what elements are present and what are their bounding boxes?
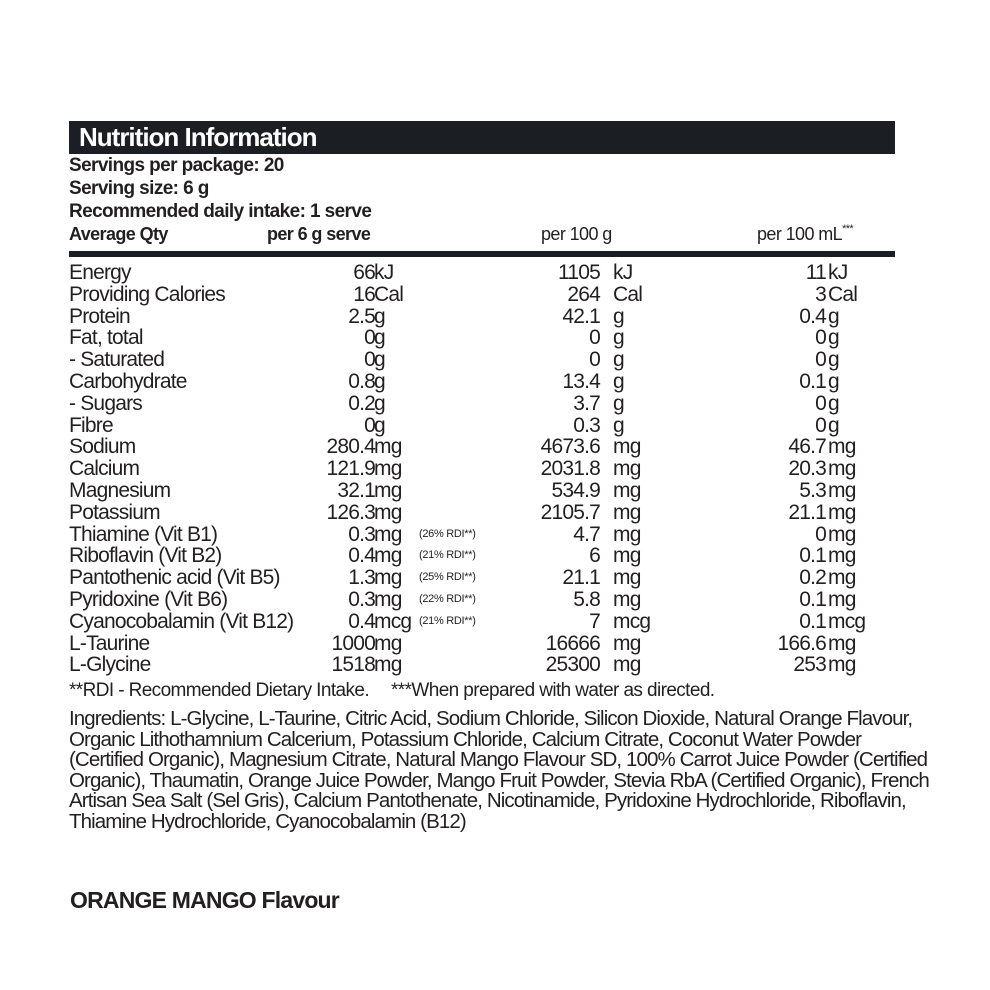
cell-name: Potassium bbox=[69, 500, 160, 524]
cell-name: Fat, total bbox=[69, 326, 143, 350]
table-row bbox=[69, 415, 895, 437]
cell-u3: kJ bbox=[828, 261, 848, 284]
cell-v1: 280.4 bbox=[326, 435, 375, 459]
table-row bbox=[69, 306, 895, 328]
cell-u1: mg bbox=[374, 435, 402, 459]
flavour-name: ORANGE MANGO Flavour bbox=[70, 887, 339, 913]
table-row bbox=[69, 371, 895, 393]
table-row bbox=[69, 611, 895, 633]
table-row bbox=[69, 545, 895, 567]
cell-v3: 0 bbox=[815, 413, 826, 437]
cell-v1: 0.2 bbox=[348, 391, 375, 415]
cell-v2: 0.3 bbox=[573, 413, 600, 437]
cell-v2: 6 bbox=[589, 544, 600, 568]
header-per-100ml-text: per 100 mL bbox=[757, 224, 843, 244]
cell-u3: mg bbox=[828, 522, 856, 546]
cell-name: Pantothenic acid (Vit B5) bbox=[69, 566, 280, 590]
cell-u2: mg bbox=[613, 653, 641, 677]
cell-v3: 5.3 bbox=[799, 478, 826, 502]
cell-u1: g bbox=[374, 391, 385, 415]
table-row bbox=[69, 284, 895, 306]
cell-u1: mg bbox=[374, 587, 402, 611]
cell-name: - Saturated bbox=[69, 348, 165, 372]
serving-info bbox=[69, 154, 895, 223]
table-row bbox=[69, 524, 895, 546]
table-row bbox=[69, 327, 895, 349]
cell-u2: mg bbox=[613, 522, 641, 546]
table-row bbox=[69, 633, 895, 655]
cell-v2: 21.1 bbox=[562, 566, 600, 590]
panel-title: Nutrition Information bbox=[69, 121, 895, 154]
header-per-100ml bbox=[757, 223, 853, 245]
cell-v3: 0.1 bbox=[799, 544, 826, 568]
cell-u3: g bbox=[828, 391, 839, 415]
cell-u2: kJ bbox=[613, 261, 633, 284]
cell-v2: 264 bbox=[567, 282, 600, 306]
header-per-100g: per 100 g bbox=[541, 224, 612, 244]
cell-v3: 20.3 bbox=[788, 457, 826, 481]
cell-u3: mg bbox=[828, 653, 856, 677]
cell-u3: g bbox=[828, 369, 839, 393]
cell-name: Providing Calories bbox=[69, 282, 226, 306]
cell-u3: Cal bbox=[828, 282, 858, 306]
cell-u3: mg bbox=[828, 457, 856, 481]
cell-v2: 1105 bbox=[558, 261, 600, 284]
table-row bbox=[69, 567, 895, 589]
cell-u2: mcg bbox=[613, 609, 651, 633]
cell-v2: 25300 bbox=[545, 653, 600, 677]
cell-u1: g bbox=[374, 304, 385, 328]
cell-name: Magnesium bbox=[69, 478, 171, 502]
cell-v3: 46.7 bbox=[788, 435, 826, 459]
cell-v3: 21.1 bbox=[788, 500, 826, 524]
nutrition-panel bbox=[69, 121, 929, 833]
footnotes bbox=[69, 680, 895, 702]
cell-u1: g bbox=[374, 326, 385, 350]
cell-rdi: (21% RDI**) bbox=[419, 614, 476, 627]
cell-v1: 0.4 bbox=[348, 609, 375, 633]
cell-v1: 1518 bbox=[331, 653, 375, 677]
cell-v3: 0 bbox=[815, 348, 826, 372]
cell-u3: g bbox=[828, 413, 839, 437]
cell-u3: g bbox=[828, 348, 839, 372]
cell-v3: 166.6 bbox=[777, 631, 826, 655]
cell-v2: 2031.8 bbox=[540, 457, 600, 481]
cell-v2: 5.8 bbox=[573, 587, 600, 611]
cell-v1: 66 bbox=[353, 261, 375, 284]
cell-v1: 0 bbox=[364, 326, 375, 350]
cell-v3: 0 bbox=[815, 391, 826, 415]
cell-u2: mg bbox=[613, 544, 641, 568]
serving-size: Serving size: 6 g bbox=[69, 178, 209, 199]
cell-u3: g bbox=[828, 304, 839, 328]
cell-u2: g bbox=[613, 304, 624, 328]
cell-v3: 0.4 bbox=[799, 304, 826, 328]
cell-u1: mg bbox=[374, 631, 402, 655]
footnote-rdi: **RDI - Recommended Dietary Intake. bbox=[69, 680, 370, 702]
cell-u1: Cal bbox=[374, 282, 404, 306]
cell-v1: 0.4 bbox=[348, 544, 375, 568]
cell-v2: 13.4 bbox=[562, 369, 600, 393]
cell-v1: 126.3 bbox=[326, 500, 375, 524]
cell-name: Energy bbox=[69, 261, 131, 284]
cell-v2: 0 bbox=[589, 348, 600, 372]
cell-u3: mg bbox=[828, 500, 856, 524]
cell-u2: mg bbox=[613, 478, 641, 502]
cell-v3: 253 bbox=[793, 653, 826, 677]
header-rule bbox=[69, 251, 895, 257]
cell-u1: mg bbox=[374, 478, 402, 502]
cell-u1: mg bbox=[374, 500, 402, 524]
cell-name: Calcium bbox=[69, 457, 140, 481]
cell-v1: 1000 bbox=[331, 631, 375, 655]
cell-u3: mg bbox=[828, 587, 856, 611]
cell-v1: 0.3 bbox=[348, 587, 375, 611]
cell-v3: 3 bbox=[815, 282, 826, 306]
cell-rdi: (25% RDI**) bbox=[419, 571, 476, 584]
cell-u2: mg bbox=[613, 631, 641, 655]
table-row bbox=[69, 502, 895, 524]
cell-v2: 42.1 bbox=[562, 304, 600, 328]
cell-name: Carbohydrate bbox=[69, 369, 187, 393]
cell-u3: mg bbox=[828, 566, 856, 590]
cell-v2: 7 bbox=[589, 609, 600, 633]
cell-v3: 0.1 bbox=[799, 369, 826, 393]
cell-u1: g bbox=[374, 348, 385, 372]
cell-u2: g bbox=[613, 326, 624, 350]
cell-rdi: (21% RDI**) bbox=[419, 549, 476, 562]
cell-v1: 0 bbox=[364, 413, 375, 437]
cell-v2: 4.7 bbox=[573, 522, 600, 546]
cell-u2: g bbox=[613, 413, 624, 437]
cell-name: Fibre bbox=[69, 413, 113, 437]
cell-u1: mg bbox=[374, 457, 402, 481]
cell-u3: mcg bbox=[828, 609, 866, 633]
cell-u2: g bbox=[613, 369, 624, 393]
cell-u1: g bbox=[374, 413, 385, 437]
cell-rdi: (26% RDI**) bbox=[419, 527, 476, 540]
cell-v1: 0.8 bbox=[348, 369, 375, 393]
cell-name: Riboflavin (Vit B2) bbox=[69, 544, 222, 568]
cell-v2: 3.7 bbox=[573, 391, 600, 415]
cell-v2: 4673.6 bbox=[540, 435, 600, 459]
cell-name: Protein bbox=[69, 304, 130, 328]
cell-u3: mg bbox=[828, 478, 856, 502]
table-row bbox=[69, 654, 895, 676]
header-average-qty: Average Qty bbox=[69, 224, 168, 244]
cell-u2: mg bbox=[613, 587, 641, 611]
header-per-serve: per 6 g serve bbox=[267, 224, 371, 244]
cell-v3: 0.1 bbox=[799, 609, 826, 633]
cell-name: Pyridoxine (Vit B6) bbox=[69, 587, 228, 611]
cell-u2: mg bbox=[613, 457, 641, 481]
ingredients-list: Ingredients: L-Glycine, L-Taurine, Citric Acid, Sodium Chloride, Silicon Dioxide, Natural Orange Flavour, Organic Lithothamnium Calcerium, Potassium Chloride, Calcium Citrate, Coconut Water Powder (Certified Organic), Magnesium Citrate, Natural Mango Flavour SD, 100% Carrot Juice Powder (Certified Organic), Thaumatin, Orange Juice Powder, Mango Fruit Powder, Stevia RbA (Certified Organic), French Artisan Sea Salt (Sel Gris), Calcium Pantothenate, Nicotinamide, Pyridoxine Hydrochloride, Riboflavin, Thiamine Hydrochloride, Cyanocobalamin (B12) bbox=[69, 707, 929, 833]
cell-u2: g bbox=[613, 391, 624, 415]
nutrient-table bbox=[69, 262, 895, 676]
cell-u1: mg bbox=[374, 566, 402, 590]
cell-v1: 16 bbox=[353, 282, 375, 306]
cell-u1: mg bbox=[374, 544, 402, 568]
cell-v1: 121.9 bbox=[326, 457, 375, 481]
cell-u1: mg bbox=[374, 522, 402, 546]
cell-v1: 1.3 bbox=[348, 566, 375, 590]
cell-u3: mg bbox=[828, 544, 856, 568]
cell-v3: 0.2 bbox=[799, 566, 826, 590]
cell-u3: mg bbox=[828, 631, 856, 655]
cell-u1: mcg bbox=[374, 609, 412, 633]
cell-u1: mg bbox=[374, 653, 402, 677]
cell-v1: 0.3 bbox=[348, 522, 375, 546]
recommended-intake: Recommended daily intake: 1 serve bbox=[69, 201, 372, 222]
cell-name: L-Taurine bbox=[69, 631, 150, 655]
table-row bbox=[69, 436, 895, 458]
table-row bbox=[69, 458, 895, 480]
footnote-water: ***When prepared with water as directed. bbox=[391, 680, 715, 702]
cell-v3: 11 bbox=[805, 261, 826, 284]
cell-u2: mg bbox=[613, 566, 641, 590]
table-row bbox=[69, 393, 895, 415]
cell-v3: 0 bbox=[815, 326, 826, 350]
cell-v1: 2.5 bbox=[348, 304, 375, 328]
cell-v2: 16666 bbox=[545, 631, 600, 655]
header-per-100ml-mark: *** bbox=[842, 223, 854, 235]
cell-u2: mg bbox=[613, 500, 641, 524]
cell-name: - Sugars bbox=[69, 391, 142, 415]
cell-name: Thiamine (Vit B1) bbox=[69, 522, 218, 546]
table-row bbox=[69, 349, 895, 371]
cell-v2: 534.9 bbox=[551, 478, 600, 502]
cell-v3: 0 bbox=[815, 522, 826, 546]
cell-u3: g bbox=[828, 326, 839, 350]
cell-u1: kJ bbox=[374, 261, 394, 284]
table-row bbox=[69, 589, 895, 611]
table-row bbox=[69, 262, 895, 284]
cell-v2: 0 bbox=[589, 326, 600, 350]
cell-u1: g bbox=[374, 369, 385, 393]
cell-u2: mg bbox=[613, 435, 641, 459]
cell-name: Sodium bbox=[69, 435, 136, 459]
cell-u2: g bbox=[613, 348, 624, 372]
column-headers bbox=[69, 223, 895, 245]
cell-u3: mg bbox=[828, 435, 856, 459]
cell-name: Cyanocobalamin (Vit B12) bbox=[69, 609, 294, 633]
cell-rdi: (22% RDI**) bbox=[419, 592, 476, 605]
cell-v3: 0.1 bbox=[799, 587, 826, 611]
cell-v1: 0 bbox=[364, 348, 375, 372]
cell-name: L-Glycine bbox=[69, 653, 151, 677]
table-row bbox=[69, 480, 895, 502]
servings-per-package: Servings per package: 20 bbox=[69, 155, 284, 176]
cell-v1: 32.1 bbox=[337, 478, 375, 502]
cell-v2: 2105.7 bbox=[540, 500, 600, 524]
cell-u2: Cal bbox=[613, 282, 643, 306]
